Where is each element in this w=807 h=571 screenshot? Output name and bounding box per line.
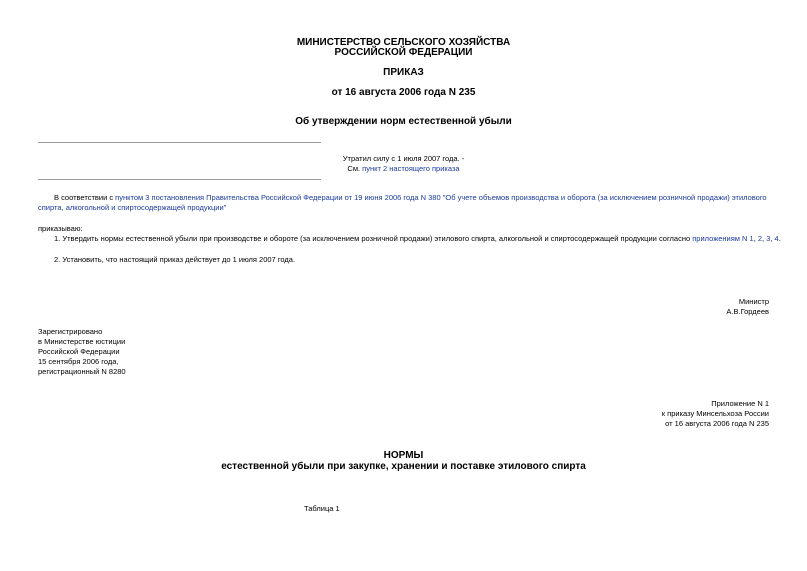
order-word: приказываю: [38, 224, 83, 233]
item-1-link-appendix-2[interactable]: 2 [757, 234, 763, 243]
item-1-link-appendix-4[interactable]: 4 [774, 234, 779, 243]
doc-title: Об утверждении норм естественной убыли [295, 116, 512, 127]
status-link-point-2[interactable]: пункт 2 настоящего приказа [362, 164, 460, 173]
item-1 [54, 234, 781, 244]
registration-line-2: в Министерстве юстиции [38, 337, 126, 346]
appendix-line-1: Приложение N 1 [711, 399, 769, 408]
signature-name: А.В.Гордеев [726, 307, 769, 316]
divider-bottom [38, 179, 321, 180]
item-1-end: . [778, 234, 781, 243]
status-line-2 [0, 164, 807, 174]
registration-line-5: регистрационный N 8280 [38, 367, 126, 376]
preamble-paragraph [38, 193, 773, 213]
preamble-prefix: В соответствии с [54, 193, 116, 202]
registration-line-4: 15 сентября 2006 года, [38, 357, 119, 366]
norms-title: НОРМЫ [383, 450, 424, 461]
doc-date: от 16 августа 2006 года N 235 [331, 87, 476, 98]
item-1-link-appendix-3[interactable]: 3 [766, 234, 771, 243]
item-2: 2. Установить, что настоящий приказ действует до 1 июля 2007 года. [54, 255, 296, 264]
divider-top [38, 142, 321, 143]
appendix-line-2: к приказу Минсельхоза России [661, 409, 769, 418]
status-line-2-prefix: См. [347, 164, 363, 173]
norms-subtitle: естественной убыли при закупке, хранении и поставке этилового спирта [221, 461, 586, 472]
doc-type: ПРИКАЗ [383, 67, 424, 78]
preamble-link-resolution[interactable]: пунктом 3 постановления Правительства Российской Федерации от 19 июня 2006 года N 380 "Об учете объемов производства и оборота (за исключением розничной продажи) этилового спирта, алкогольной и спиртосодержащей продукции" [38, 193, 767, 212]
registration-line-1: Зарегистрировано [38, 327, 103, 336]
signature-role: Министр [738, 297, 769, 306]
item-1-sep-2: , [762, 234, 767, 243]
item-1-text: 1. Утвердить нормы естественной убыли при производстве и обороте (за исключением розничной продажи) этилового спирта, алкогольной и спиртосодержащей продукции согласно [54, 234, 693, 243]
table-label: Таблица 1 [304, 504, 340, 513]
ministry-line-1: МИНИСТЕРСТВО СЕЛЬСКОГО ХОЗЯЙСТВА [296, 37, 511, 48]
status-line-1: Утратил силу с 1 июля 2007 года. - [342, 154, 465, 163]
registration-line-3: Российской Федерации [38, 347, 120, 356]
item-1-sep-1: , [753, 234, 758, 243]
item-1-sep-3: , [770, 234, 775, 243]
item-1-link-appendix-1[interactable]: приложениям N 1 [692, 234, 754, 243]
appendix-line-3: от 16 августа 2006 года N 235 [665, 419, 769, 428]
ministry-line-2: РОССИЙСКОЙ ФЕДЕРАЦИИ [334, 47, 473, 58]
